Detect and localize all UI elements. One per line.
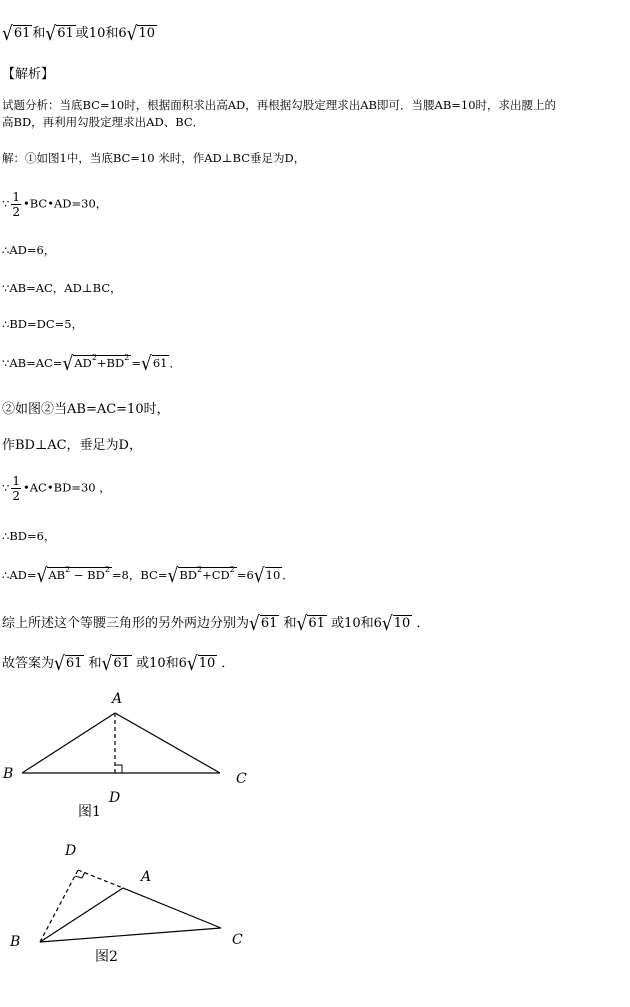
figure-2 (0, 838, 270, 1007)
sqrt-10: √10 (126, 22, 156, 46)
solution-line-1: 解：①如图1中，当底BC=10 米时，作AD⊥BC垂足为D， (2, 151, 306, 165)
sqrt-ad-bd: $√AD^2+BD^2$ (62, 352, 130, 376)
analysis-line-2: 高BD，再利用勾股定理求出AD、BC． (2, 115, 205, 129)
answer-and: 和 (32, 26, 46, 41)
fig2-side-bc (40, 928, 221, 942)
case-2-line: ②如图②当AB=AC=10时， (2, 402, 170, 417)
sqrt-61-b: √61 (45, 22, 74, 46)
bd-equals-6: ∴BD=6， (2, 529, 56, 543)
sqrt-ab-bd: $√AB^2 - BD^2$ (36, 564, 110, 588)
fig2-label-b: B (10, 934, 21, 950)
sqrt-bd-cd: $√BD^2+CD^2$ (167, 564, 235, 588)
ab-equals-ac-perp: ∵AB=AC，AD⊥BC， (2, 281, 122, 295)
fig1-side-ac (115, 713, 220, 773)
sqrt-61-c: √61 (140, 352, 168, 376)
fig1-label-a: A (112, 691, 123, 707)
fig2-side-ac (123, 888, 221, 928)
answer-line (2, 22, 157, 44)
bd-equals-5: ∴BD=DC=5， (2, 317, 84, 331)
fraction-half-1: $\frac{1}{2}$ (12, 190, 20, 219)
fig1-label-c: C (236, 771, 247, 787)
ab-pythagoras: $\because AB=AC=√AD^2+BD^2 =√61$ ． (2, 352, 181, 376)
bd-perp-line: 作BD⊥AC，垂足为D， (2, 438, 142, 453)
summary-line: 综上所述这个等腰三角形的另外两边分别为√61 和√61 或10和6√10 ． (2, 612, 430, 636)
ad-equals-6: ∴AD=6， (2, 243, 56, 257)
fig2-label-a: A (141, 869, 152, 885)
fig2-side-ba (40, 888, 123, 942)
fig2-caption: 图2 (95, 949, 118, 965)
area-equation-1: ∵ $\frac{1}{2}$ •BC•AD=30， (2, 190, 108, 219)
fig2-label-c: C (232, 932, 243, 948)
fig1-side-ab (22, 713, 115, 773)
fig1-right-angle-mark (115, 765, 122, 773)
ad-bc-equation: $\therefore AD=√AB^2 - BD^2 =8$，$BC=√BD^2+CD^2 =6√10$ ． (2, 564, 294, 588)
fig1-label-d: D (109, 790, 121, 806)
sqrt-10-b: √10 (253, 564, 281, 588)
fig1-caption: 图1 (78, 804, 101, 820)
analysis-line-1: 试题分析：当底BC=10时，根据面积求出高AD，再根据勾股定理求出AB即可．当腰AB=10时，求出腰上的 (2, 98, 557, 112)
fig2-label-d: D (65, 843, 77, 859)
area-equation-2: ∵ $\frac{1}{2}$ •AC•BD=30 ， (2, 474, 111, 503)
final-answer-line: 故答案为√61 和√61 或10和6√10 ． (2, 652, 235, 676)
answer-or: 或10和6 (75, 26, 127, 41)
section-heading: 【解析】 (2, 67, 55, 82)
figure-1 (0, 685, 270, 825)
fraction-half-2: $\frac{1}{2}$ (12, 474, 20, 503)
fig1-label-b: B (3, 766, 14, 782)
sqrt-61-a: √61 (2, 22, 31, 46)
fig2-altitude-bd (40, 870, 78, 942)
